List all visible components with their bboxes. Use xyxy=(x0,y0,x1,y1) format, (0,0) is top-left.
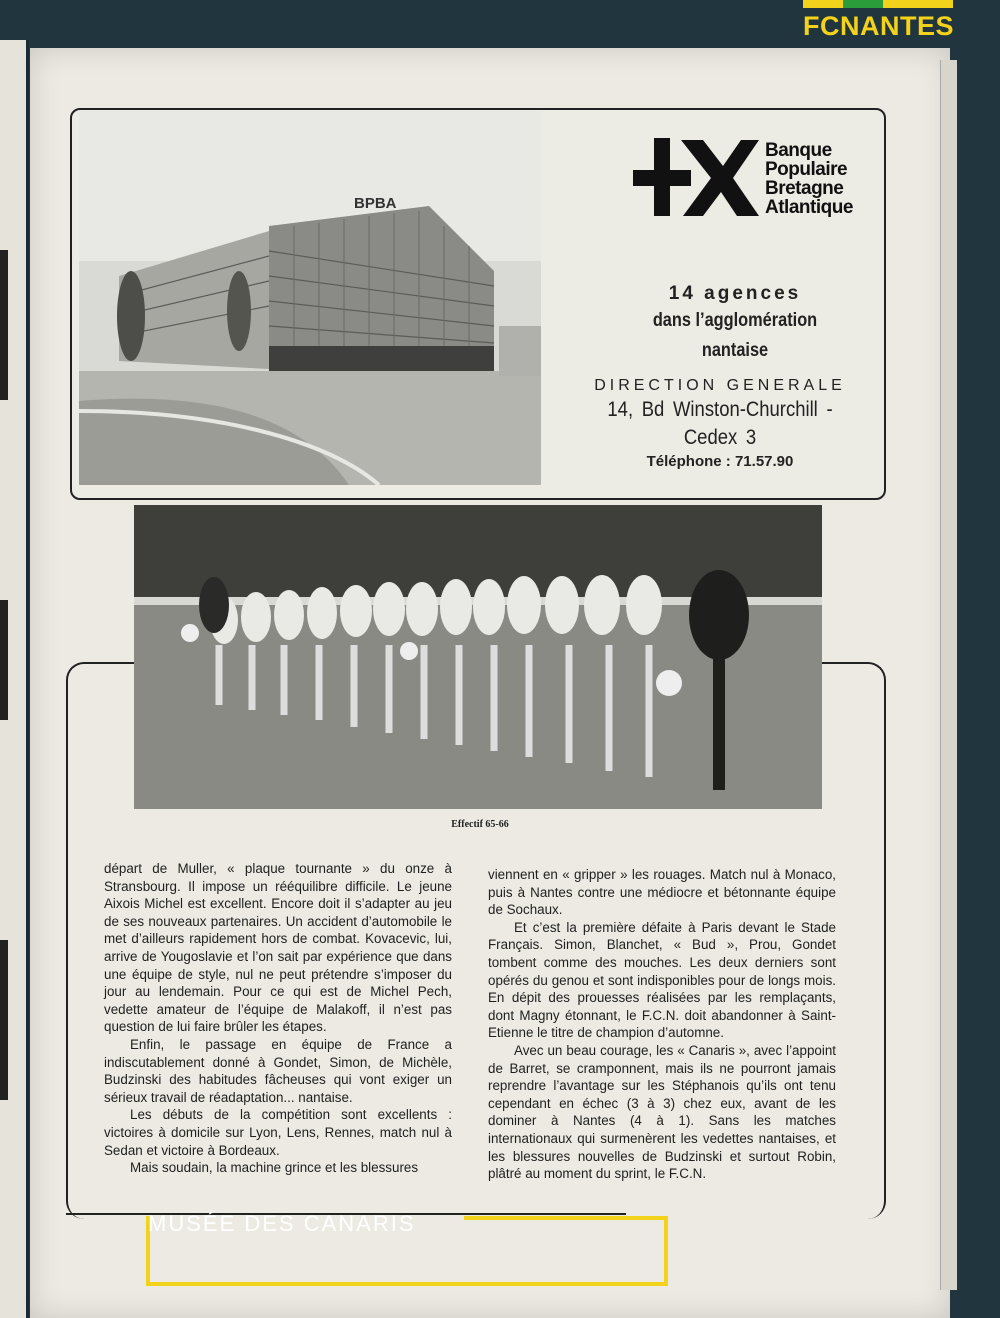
direction-phone: Téléphone : 71.57.90 xyxy=(646,453,794,470)
agences-location: dans l’agglomération nantaise xyxy=(652,310,818,361)
bpba-logo-icon xyxy=(633,138,759,218)
bank-name-line: Banque xyxy=(765,140,832,161)
agences-block xyxy=(600,282,870,366)
article-paragraph: Avec un beau courage, les « Canaris », avec l’appoint de Barret, se cramponnent, mais ils ne pourront jamais reprendre l’avantage sur les Stéphanois qu’ils ont tenu cependant en échec (3 à 3) chez eux, avant de les dominer à Nantes (4 à 1). Sans les matches internationaux qui surmenèrent les vedettes nantaises, et les blessures nouvelles de Budzinski et surtout Robin, plâtré au moment du sprint, le F.C.N. xyxy=(488,1042,836,1182)
article-paragraph: Les débuts de la compétition sont excellents : victoires à domicile sur Lyon, Lens, Rennes, match nul à Sedan et victoire à Bordeaux. xyxy=(104,1107,452,1158)
bank-name-line: Populaire xyxy=(765,159,848,180)
page-edge-mark xyxy=(0,940,8,1100)
building-sign: BPBA xyxy=(354,195,397,212)
page-edge-mark xyxy=(0,250,8,400)
bank-name xyxy=(765,141,875,217)
bank-building-photo xyxy=(79,111,541,485)
article-paragraph: Et c’est la première défaite à Paris devant le Stade Français. Simon, Blanchet, « Bud », Prou, Gondet tombent comme des mouches. Les deux derniers sont opérés du genou et sont indisponibles pour de longs mois. En dépit des prouesses réalisées par les remplaçants, dont Magny étonnant, le F.C.N. doit abandonner à Saint-Etienne le titre de champion d’automne. xyxy=(488,919,836,1041)
facing-page-edge xyxy=(0,40,29,1318)
agences-count: 14 agences xyxy=(668,283,802,304)
watermark-text: MUSÉE DES CANARIS xyxy=(148,1211,416,1236)
watermark-frame-top xyxy=(464,1216,664,1220)
direction-title: DIRECTION GENERALE xyxy=(594,377,846,394)
page-spine xyxy=(940,60,957,1290)
building-illustration xyxy=(79,111,541,485)
brand-strip-yellow xyxy=(883,0,953,8)
direction-block xyxy=(560,376,880,472)
brand-logo-text: FCNANTES xyxy=(803,11,954,41)
page-edge-mark xyxy=(0,600,8,720)
bank-name-line: Atlantique xyxy=(765,197,853,218)
article-paragraph: Enfin, le passage en équipe de France a indiscutablement donné à Gondet, Simon, de Michèle, Budzinski des habitudes fâcheuses qui vont exiger un sérieux travail de réadaptation... nantaise. xyxy=(104,1036,452,1105)
brand-strip-yellow xyxy=(803,0,843,8)
brand-strip-green xyxy=(843,0,883,8)
photo-caption: Effectif 65-66 xyxy=(451,819,509,830)
team-photo xyxy=(134,505,822,809)
direction-address: 14, Bd Winston-Churchill - Cedex 3 xyxy=(607,398,833,449)
bank-logo-mark xyxy=(633,138,759,223)
article-right-column xyxy=(488,866,836,1183)
article-paragraph: départ de Muller, « plaque tournante » du onze à Stransbourg. Il impose un rééquilibre difficile. Le jeune Aixois Michel est excellent. Encore doit il s’adapter au jeu de ses nouveaux partenaires. Un accident d’automobile le met d’ailleurs rapidement hors de combat. Kovacevic, lui, arrive de Yougoslavie et l’on sait par expérience que dans une équipe de style, nul ne peut prétendre s’imposer du jour au lendemain. Pour ce qui est de Michel Pech, vedette amateur de l’équipe de Malakoff, il n’est pas question de lui faire brûler les étapes. xyxy=(104,861,452,1035)
article-left-column xyxy=(104,860,452,1177)
bank-name-line: Bretagne xyxy=(765,178,844,199)
article-paragraph: Mais soudain, la machine grince et les blessures xyxy=(130,1160,419,1176)
team-photo-illustration xyxy=(134,505,822,809)
article-paragraph: viennent en « gripper » les rouages. Match nul à Monaco, puis à Nantes contre une médiocre et bétonnante équipe de Sochaux. xyxy=(488,867,836,918)
